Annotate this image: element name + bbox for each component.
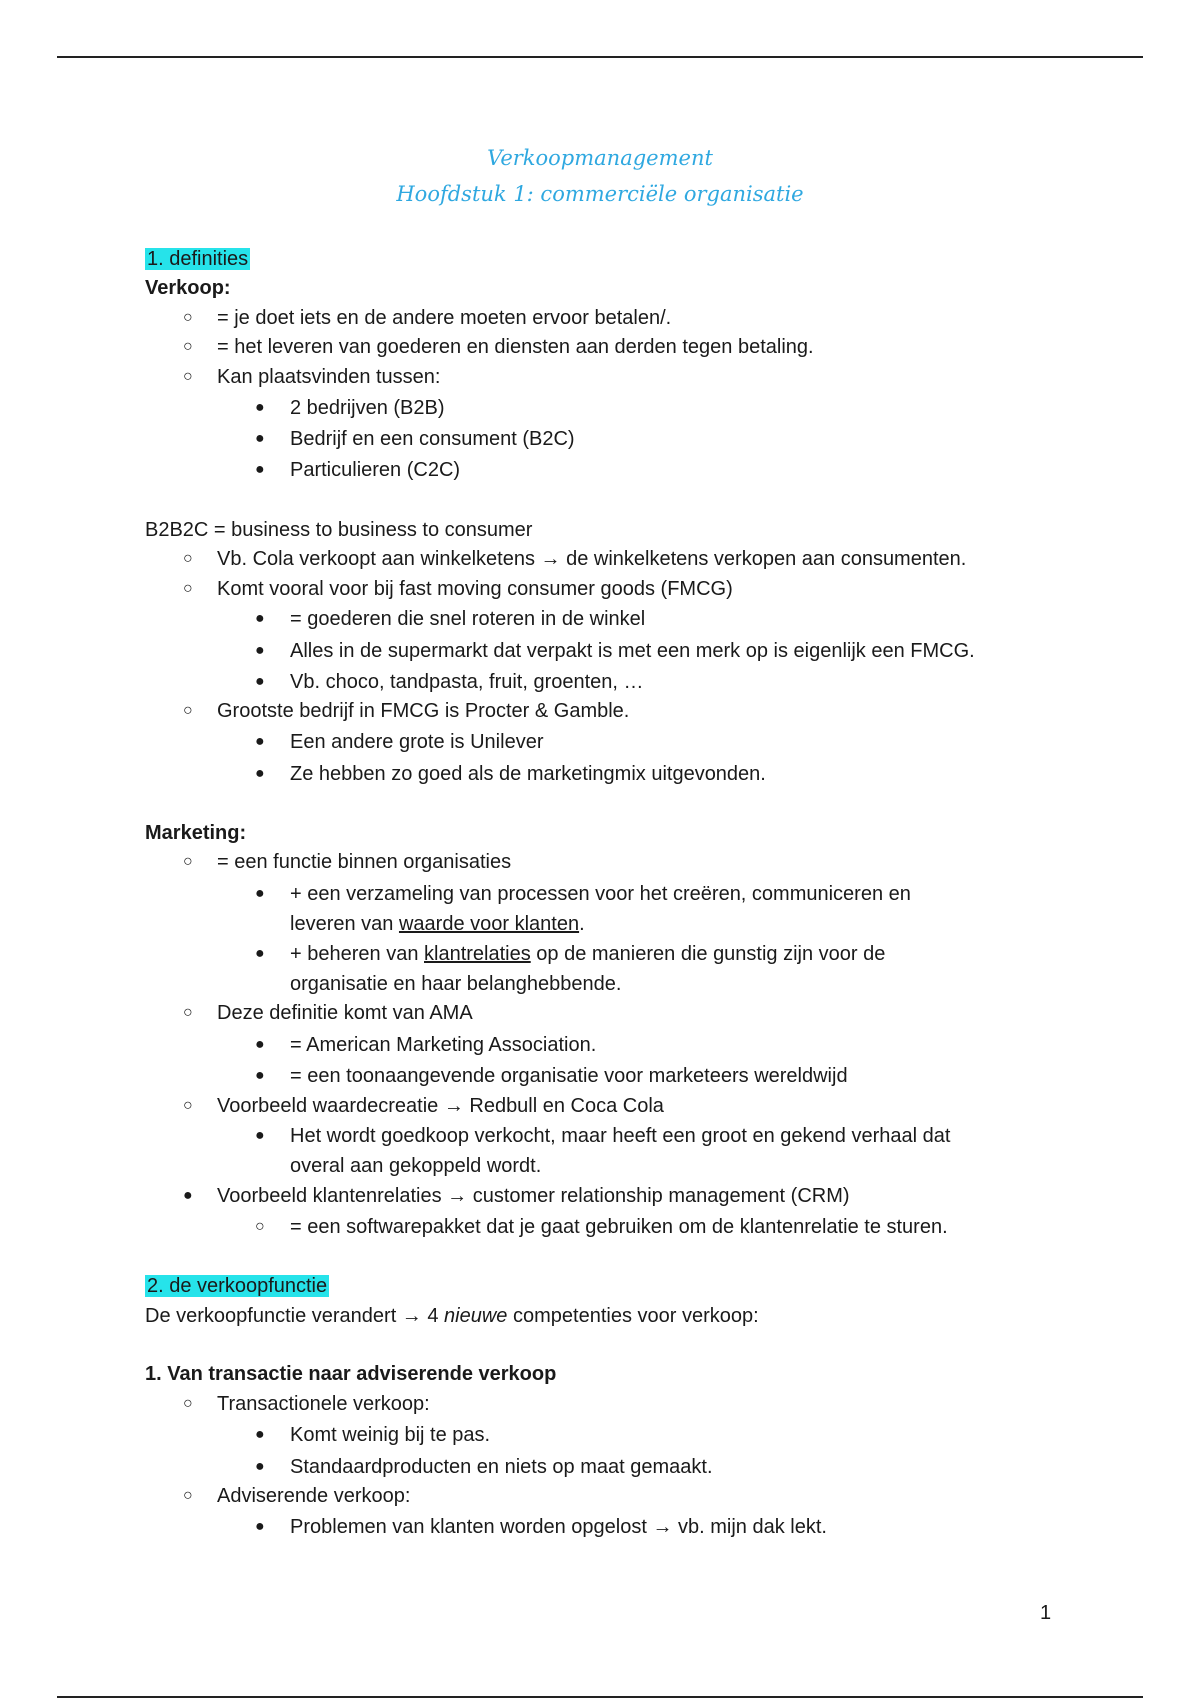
dot-bullet-icon: ● <box>255 610 265 627</box>
list-item: = goederen die snel roteren in de winkel <box>290 608 646 630</box>
circle-bullet-icon: ○ <box>183 1487 193 1504</box>
dot-bullet-icon: ● <box>255 673 265 690</box>
dot-bullet-icon: ● <box>255 945 265 962</box>
list-item: Vb. Cola verkoopt aan winkelketens → de winkelketens verkopen aan consumenten. <box>217 548 967 570</box>
circle-bullet-icon: ○ <box>183 702 193 719</box>
circle-bullet-icon: ○ <box>183 1395 193 1412</box>
text-fragment: leveren van <box>290 913 399 935</box>
text-fragment: + beheren van <box>290 943 424 965</box>
circle-bullet-icon: ○ <box>255 1218 265 1235</box>
dot-bullet-icon: ● <box>255 1127 265 1144</box>
list-item: Adviserende verkoop: <box>217 1485 411 1507</box>
circle-bullet-icon: ○ <box>183 309 193 326</box>
list-item: Particulieren (C2C) <box>290 459 461 481</box>
list-item: Ze hebben zo goed als de marketingmix uitgevonden. <box>290 763 766 785</box>
list-item: Vb. choco, tandpasta, fruit, groenten, … <box>290 671 644 693</box>
list-item: Deze definitie komt van AMA <box>217 1002 473 1024</box>
dot-bullet-icon: ● <box>255 765 265 782</box>
list-item: = een softwarepakket dat je gaat gebruiken om de klantenrelatie te sturen. <box>290 1216 948 1238</box>
list-item: Een andere grote is Unilever <box>290 731 544 753</box>
list-item: Alles in de supermarkt dat verpakt is met een merk op is eigenlijk een FMCG. <box>290 640 975 662</box>
circle-bullet-icon: ○ <box>183 1004 193 1021</box>
marketing-label: Marketing: <box>145 822 247 844</box>
document-title: Verkoopmanagement <box>487 146 713 170</box>
dot-bullet-icon: ● <box>255 430 265 447</box>
list-item: = het leveren van goederen en diensten aan derden tegen betaling. <box>217 336 814 358</box>
list-item: Bedrijf en een consument (B2C) <box>290 428 575 450</box>
list-item: Grootste bedrijf in FMCG is Procter & Gamble. <box>217 700 630 722</box>
emphasis-text: nieuwe <box>444 1305 508 1327</box>
list-item-continuation: overal aan gekoppeld wordt. <box>290 1155 542 1177</box>
dot-bullet-icon: ● <box>255 1458 265 1475</box>
dot-bullet-icon: ● <box>255 1518 265 1535</box>
list-item: Het wordt goedkoop verkocht, maar heeft een groot en gekend verhaal dat <box>290 1125 951 1147</box>
list-item: Standaardproducten en niets op maat gemaakt. <box>290 1456 713 1478</box>
list-item: 2 bedrijven (B2B) <box>290 397 445 419</box>
list-item: Voorbeeld klantenrelaties → customer relationship management (CRM) <box>217 1185 850 1207</box>
dot-bullet-icon: ● <box>183 1187 193 1204</box>
top-rule <box>57 56 1143 58</box>
list-item-continuation: organisatie en haar belanghebbende. <box>290 973 622 995</box>
list-item: = een functie binnen organisaties <box>217 851 512 873</box>
dot-bullet-icon: ● <box>255 733 265 750</box>
text-fragment: competenties voor verkoop: <box>507 1305 759 1327</box>
list-item: = je doet iets en de andere moeten ervoor betalen/. <box>217 307 672 329</box>
list-item: = een toonaangevende organisatie voor marketeers wereldwijd <box>290 1065 848 1087</box>
circle-bullet-icon: ○ <box>183 580 193 597</box>
sub-heading: 1. Van transactie naar adviserende verkoop <box>145 1363 557 1385</box>
b2b2c-intro: B2B2C = business to business to consumer <box>145 519 533 541</box>
list-item: Komt vooral voor bij fast moving consumer goods (FMCG) <box>217 578 733 600</box>
section2-intro <box>145 1304 759 1328</box>
list-item: Problemen van klanten worden opgelost → vb. mijn dak lekt. <box>290 1516 827 1538</box>
dot-bullet-icon: ● <box>255 1426 265 1443</box>
section-heading-verkoopfunctie: 2. de verkoopfunctie <box>147 1275 328 1297</box>
dot-bullet-icon: ● <box>255 399 265 416</box>
text-fragment: . <box>579 913 585 935</box>
circle-bullet-icon: ○ <box>183 368 193 385</box>
page-number: 1 <box>1040 1602 1052 1624</box>
dot-bullet-icon: ● <box>255 885 265 902</box>
verkoop-label: Verkoop: <box>145 277 231 299</box>
list-item: = American Marketing Association. <box>290 1034 597 1056</box>
section-heading-definities: 1. definities <box>147 248 249 270</box>
text-fragment: De verkoopfunctie verandert → 4 <box>145 1305 445 1327</box>
dot-bullet-icon: ● <box>255 642 265 659</box>
text-fragment: op de manieren die gunstig zijn voor de <box>530 943 886 965</box>
list-item: Komt weinig bij te pas. <box>290 1424 491 1446</box>
circle-bullet-icon: ○ <box>183 550 193 567</box>
circle-bullet-icon: ○ <box>183 338 193 355</box>
list-item: Transactionele verkoop: <box>217 1393 430 1415</box>
underlined-term: waarde voor klanten <box>398 913 580 935</box>
dot-bullet-icon: ● <box>255 461 265 478</box>
bottom-rule <box>57 1696 1143 1698</box>
list-item: Kan plaatsvinden tussen: <box>217 366 441 388</box>
list-item: + een verzameling van processen voor het creëren, communiceren en <box>290 883 911 905</box>
dot-bullet-icon: ● <box>255 1036 265 1053</box>
circle-bullet-icon: ○ <box>183 1097 193 1114</box>
document-subtitle: Hoofdstuk 1: commerciële organisatie <box>396 182 804 206</box>
list-item: Voorbeeld waardecreatie → Redbull en Coca Cola <box>217 1095 664 1117</box>
list-item-continuation <box>290 912 585 936</box>
underlined-term: klantrelaties <box>424 943 531 965</box>
circle-bullet-icon: ○ <box>183 853 193 870</box>
dot-bullet-icon: ● <box>255 1067 265 1084</box>
list-item <box>290 942 885 966</box>
